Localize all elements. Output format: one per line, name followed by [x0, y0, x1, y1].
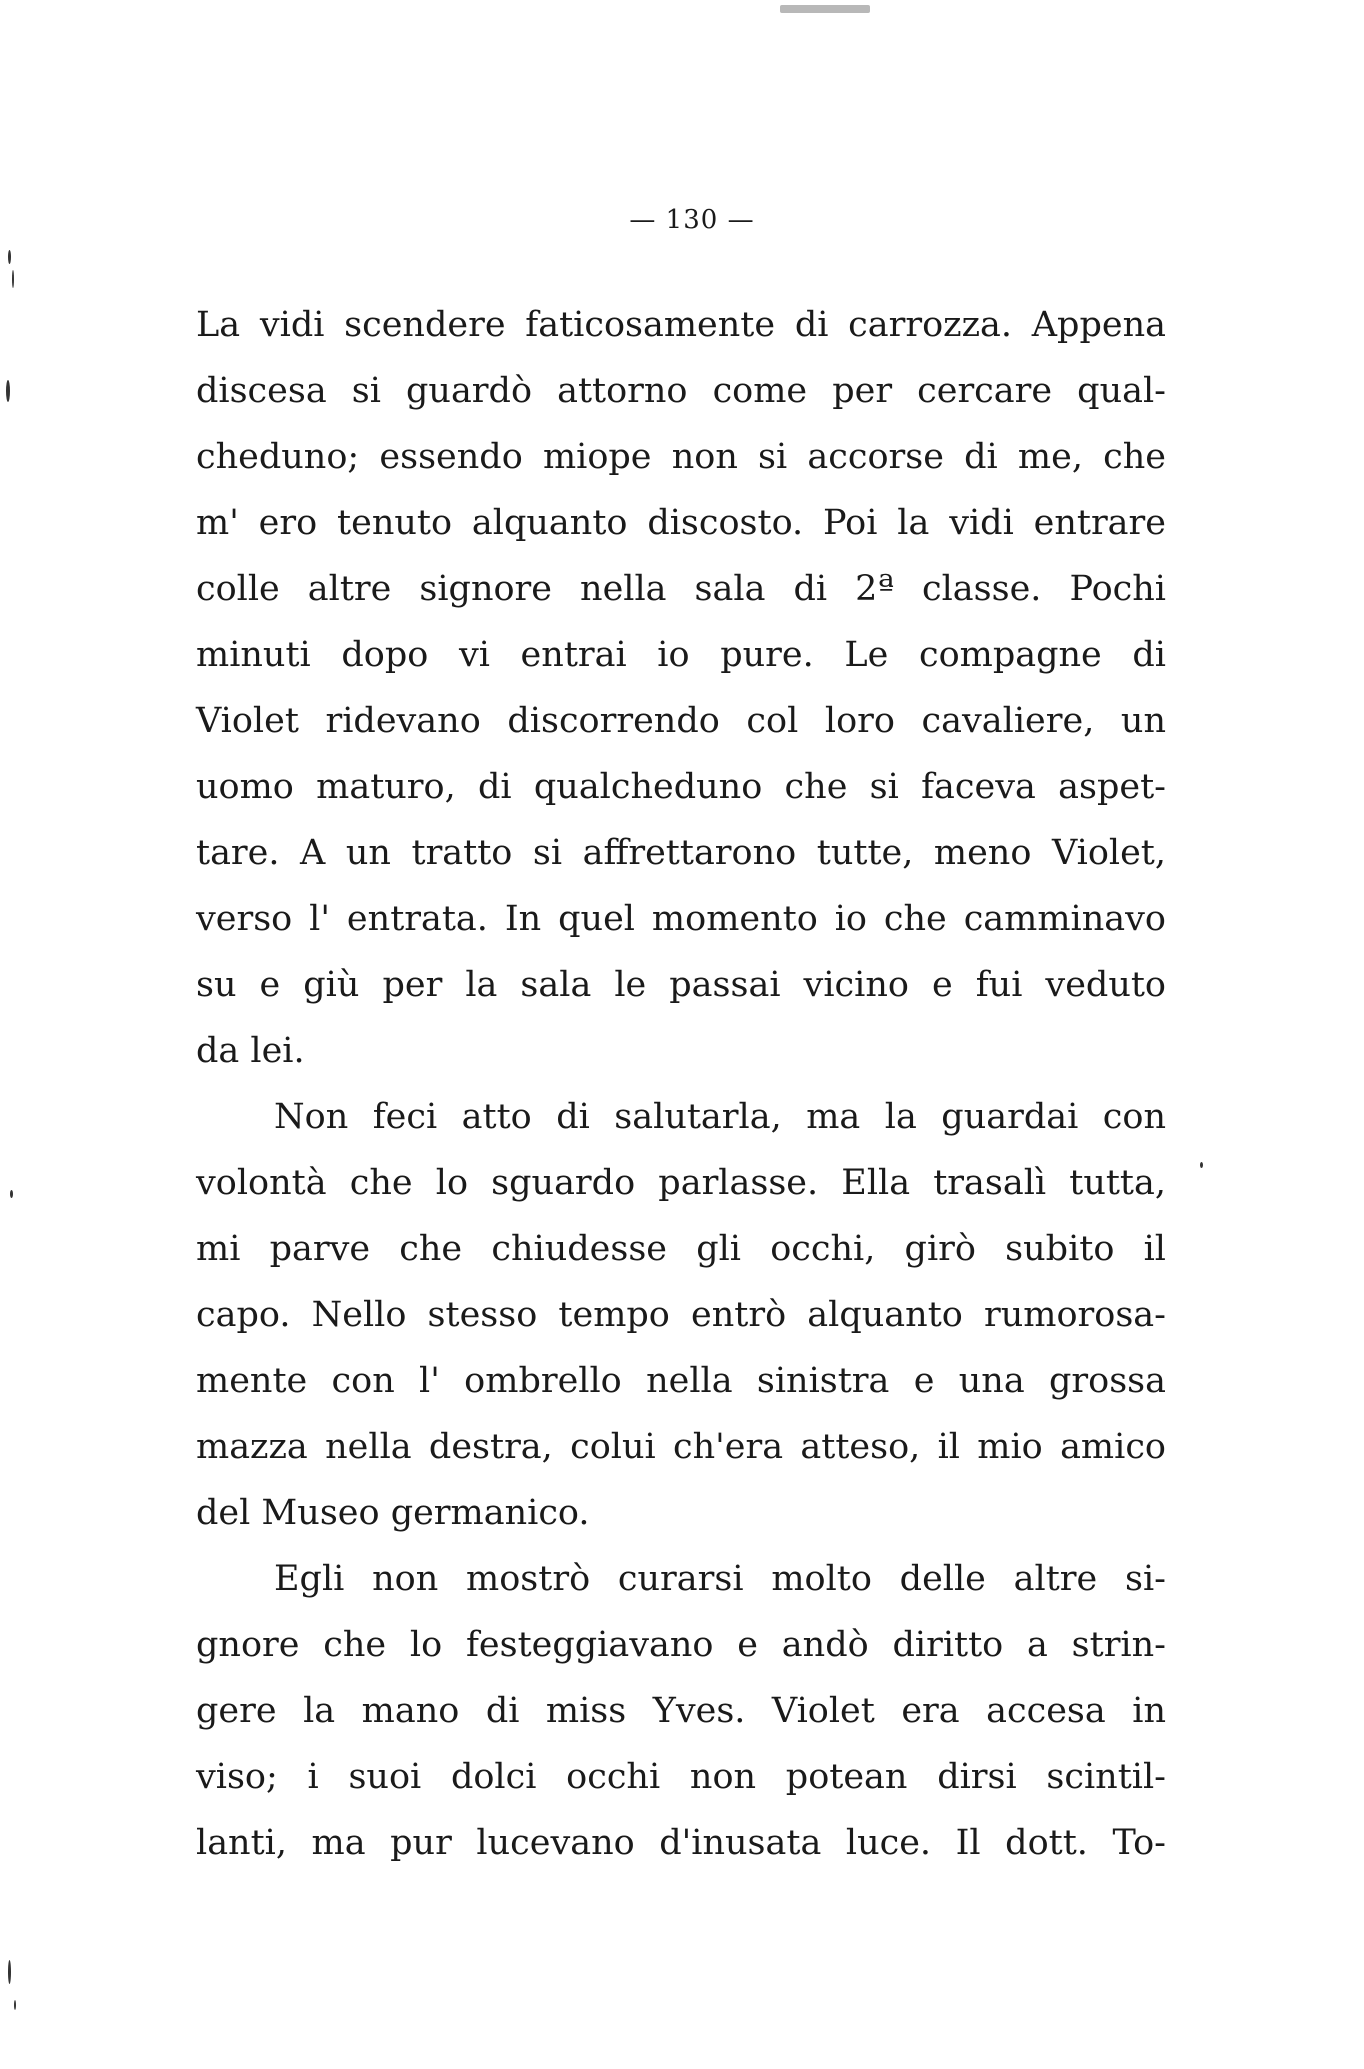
paragraph [196, 292, 1166, 1084]
scan-speck [8, 1960, 11, 1984]
text-line: La vidi scendere faticosamente di carrozza. Appena [196, 305, 1166, 345]
paragraph [196, 1546, 1166, 1876]
scan-speck [8, 250, 11, 264]
text-line: viso; i suoi dolci occhi non potean dirsi scintil- [196, 1757, 1166, 1797]
scan-speck [780, 5, 870, 13]
body-text [196, 292, 1166, 1876]
text-line: verso l' entrata. In quel momento io che camminavo [196, 899, 1166, 939]
text-line: volontà che lo sguardo parlasse. Ella trasalì tutta, [196, 1163, 1166, 1203]
text-line: mi parve che chiudesse gli occhi, girò subito il [196, 1229, 1166, 1269]
text-line: discesa si guardò attorno come per cercare qual- [196, 371, 1166, 411]
text-line: colle altre signore nella sala di 2ª classe. Pochi [196, 569, 1166, 609]
text-line: Non feci atto di salutarla, ma la guardai con [274, 1097, 1166, 1137]
paragraph [196, 1084, 1166, 1546]
text-line: cheduno; essendo miope non si accorse di me, che [196, 437, 1166, 477]
text-line: uomo maturo, di qualcheduno che si faceva aspet- [196, 767, 1166, 807]
text-line: Egli non mostrò curarsi molto delle altre si- [274, 1559, 1166, 1599]
text-line: gnore che lo festeggiavano e andò diritto a strin- [196, 1625, 1166, 1665]
scan-speck [1200, 1162, 1203, 1168]
scan-speck [14, 2000, 16, 2010]
scan-speck [6, 380, 10, 402]
text-line: da lei. [196, 1031, 305, 1071]
text-line: capo. Nello stesso tempo entrò alquanto rumorosa- [196, 1295, 1166, 1335]
page-number: — 130 — [629, 205, 755, 235]
text-line: tare. A un tratto si affrettarono tutte, meno Violet, [196, 833, 1166, 873]
text-line: mente con l' ombrello nella sinistra e una grossa [196, 1361, 1166, 1401]
text-line: del Museo germanico. [196, 1493, 590, 1533]
text-line: su e giù per la sala le passai vicino e fui veduto [196, 965, 1166, 1005]
text-line: gere la mano di miss Yves. Violet era accesa in [196, 1691, 1166, 1731]
text-line: Violet ridevano discorrendo col loro cavaliere, un [196, 701, 1166, 741]
scan-speck [12, 270, 14, 288]
text-line: lanti, ma pur lucevano d'inusata luce. Il dott. To- [196, 1823, 1166, 1863]
text-line: m' ero tenuto alquanto discosto. Poi la vidi entrare [196, 503, 1166, 543]
scan-speck [10, 1190, 13, 1198]
text-line: minuti dopo vi entrai io pure. Le compagne di [196, 635, 1166, 675]
text-line: mazza nella destra, colui ch'era atteso, il mio amico [196, 1427, 1166, 1467]
